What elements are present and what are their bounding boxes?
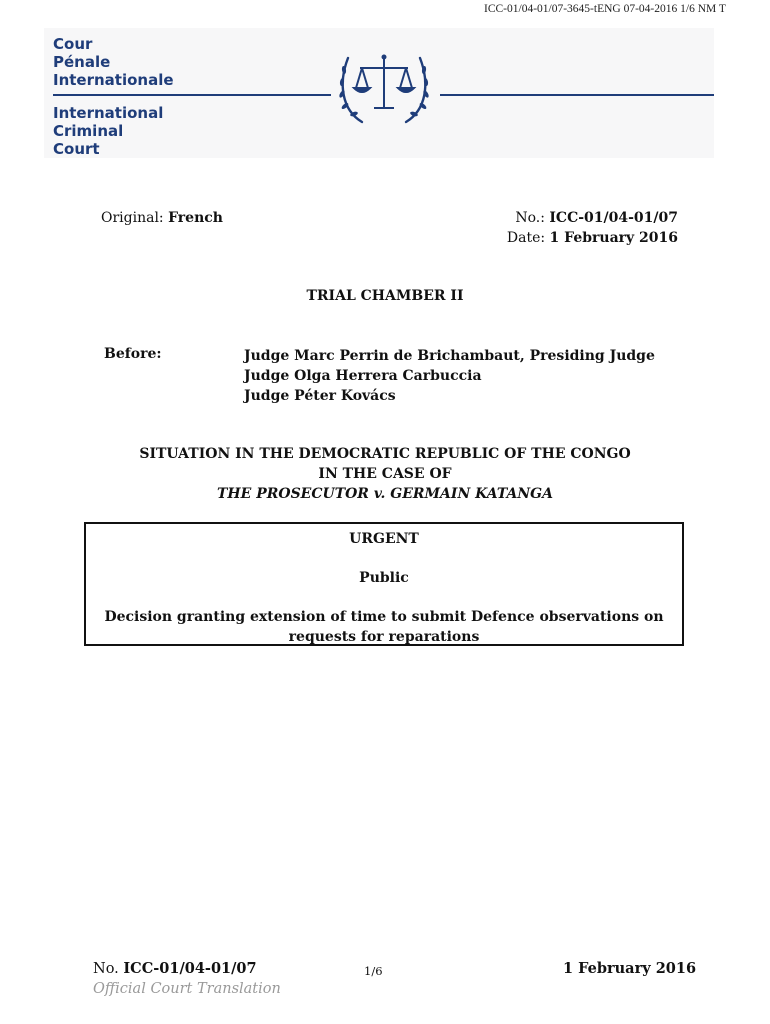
icc-scales-emblem-icon <box>332 44 436 130</box>
date-label: Date: <box>506 230 550 246</box>
before-label: Before: <box>104 346 162 362</box>
case-title: THE PROSECUTOR v. GERMAIN KATANGA <box>217 486 553 502</box>
date-value: 1 February 2016 <box>549 230 678 246</box>
original-label: Original: <box>101 210 169 226</box>
judge-name: Judge Marc Perrin de Brichambaut, Presiding Judge <box>244 348 655 364</box>
case-number-line <box>507 208 678 228</box>
logo-line: Internationale <box>53 71 174 89</box>
judges-list <box>244 346 655 406</box>
footer-no-value: ICC-01/04-01/07 <box>123 960 257 977</box>
chamber-heading: TRIAL CHAMBER II <box>306 288 464 304</box>
case-number-value: ICC-01/04-01/07 <box>549 210 678 226</box>
letterhead-rule-left <box>53 94 331 96</box>
judge-name: Judge Olga Herrera Carbuccia <box>244 368 482 384</box>
footer-no-prefix: No. <box>93 961 124 977</box>
situation-line: SITUATION IN THE DEMOCRATIC REPUBLIC OF THE CONGO <box>139 446 631 462</box>
case-number-label: No.: <box>515 210 550 226</box>
page-number: 1/6 <box>364 964 383 978</box>
logo-line: Court <box>53 140 100 158</box>
letterhead-rule-right <box>440 94 714 96</box>
date-line <box>507 228 678 248</box>
case-of-line: IN THE CASE OF <box>318 466 452 482</box>
judge-name: Judge Péter Kovács <box>244 388 396 404</box>
logo-line: International <box>53 104 164 122</box>
court-name-english <box>53 104 163 158</box>
urgency-label: URGENT <box>349 531 419 547</box>
original-value: French <box>168 210 223 226</box>
footer-date: 1 February 2016 <box>563 960 697 977</box>
footer-case-number <box>93 960 257 977</box>
case-situation <box>0 444 770 504</box>
case-meta <box>507 208 678 248</box>
original-language <box>101 208 223 228</box>
court-name-french <box>53 35 174 89</box>
logo-line: Criminal <box>53 122 124 140</box>
translation-note: Official Court Translation <box>93 981 281 997</box>
classification-label: Public <box>359 570 409 586</box>
decision-box <box>84 522 684 646</box>
document-stamp: ICC-01/04-01/07-3645-tENG 07-04-2016 1/6 NM T <box>484 3 726 15</box>
logo-line: Pénale <box>53 53 111 71</box>
decision-title: Decision granting extension of time to submit Defence observations on requests for reparations <box>104 609 664 645</box>
logo-line: Cour <box>53 35 93 53</box>
